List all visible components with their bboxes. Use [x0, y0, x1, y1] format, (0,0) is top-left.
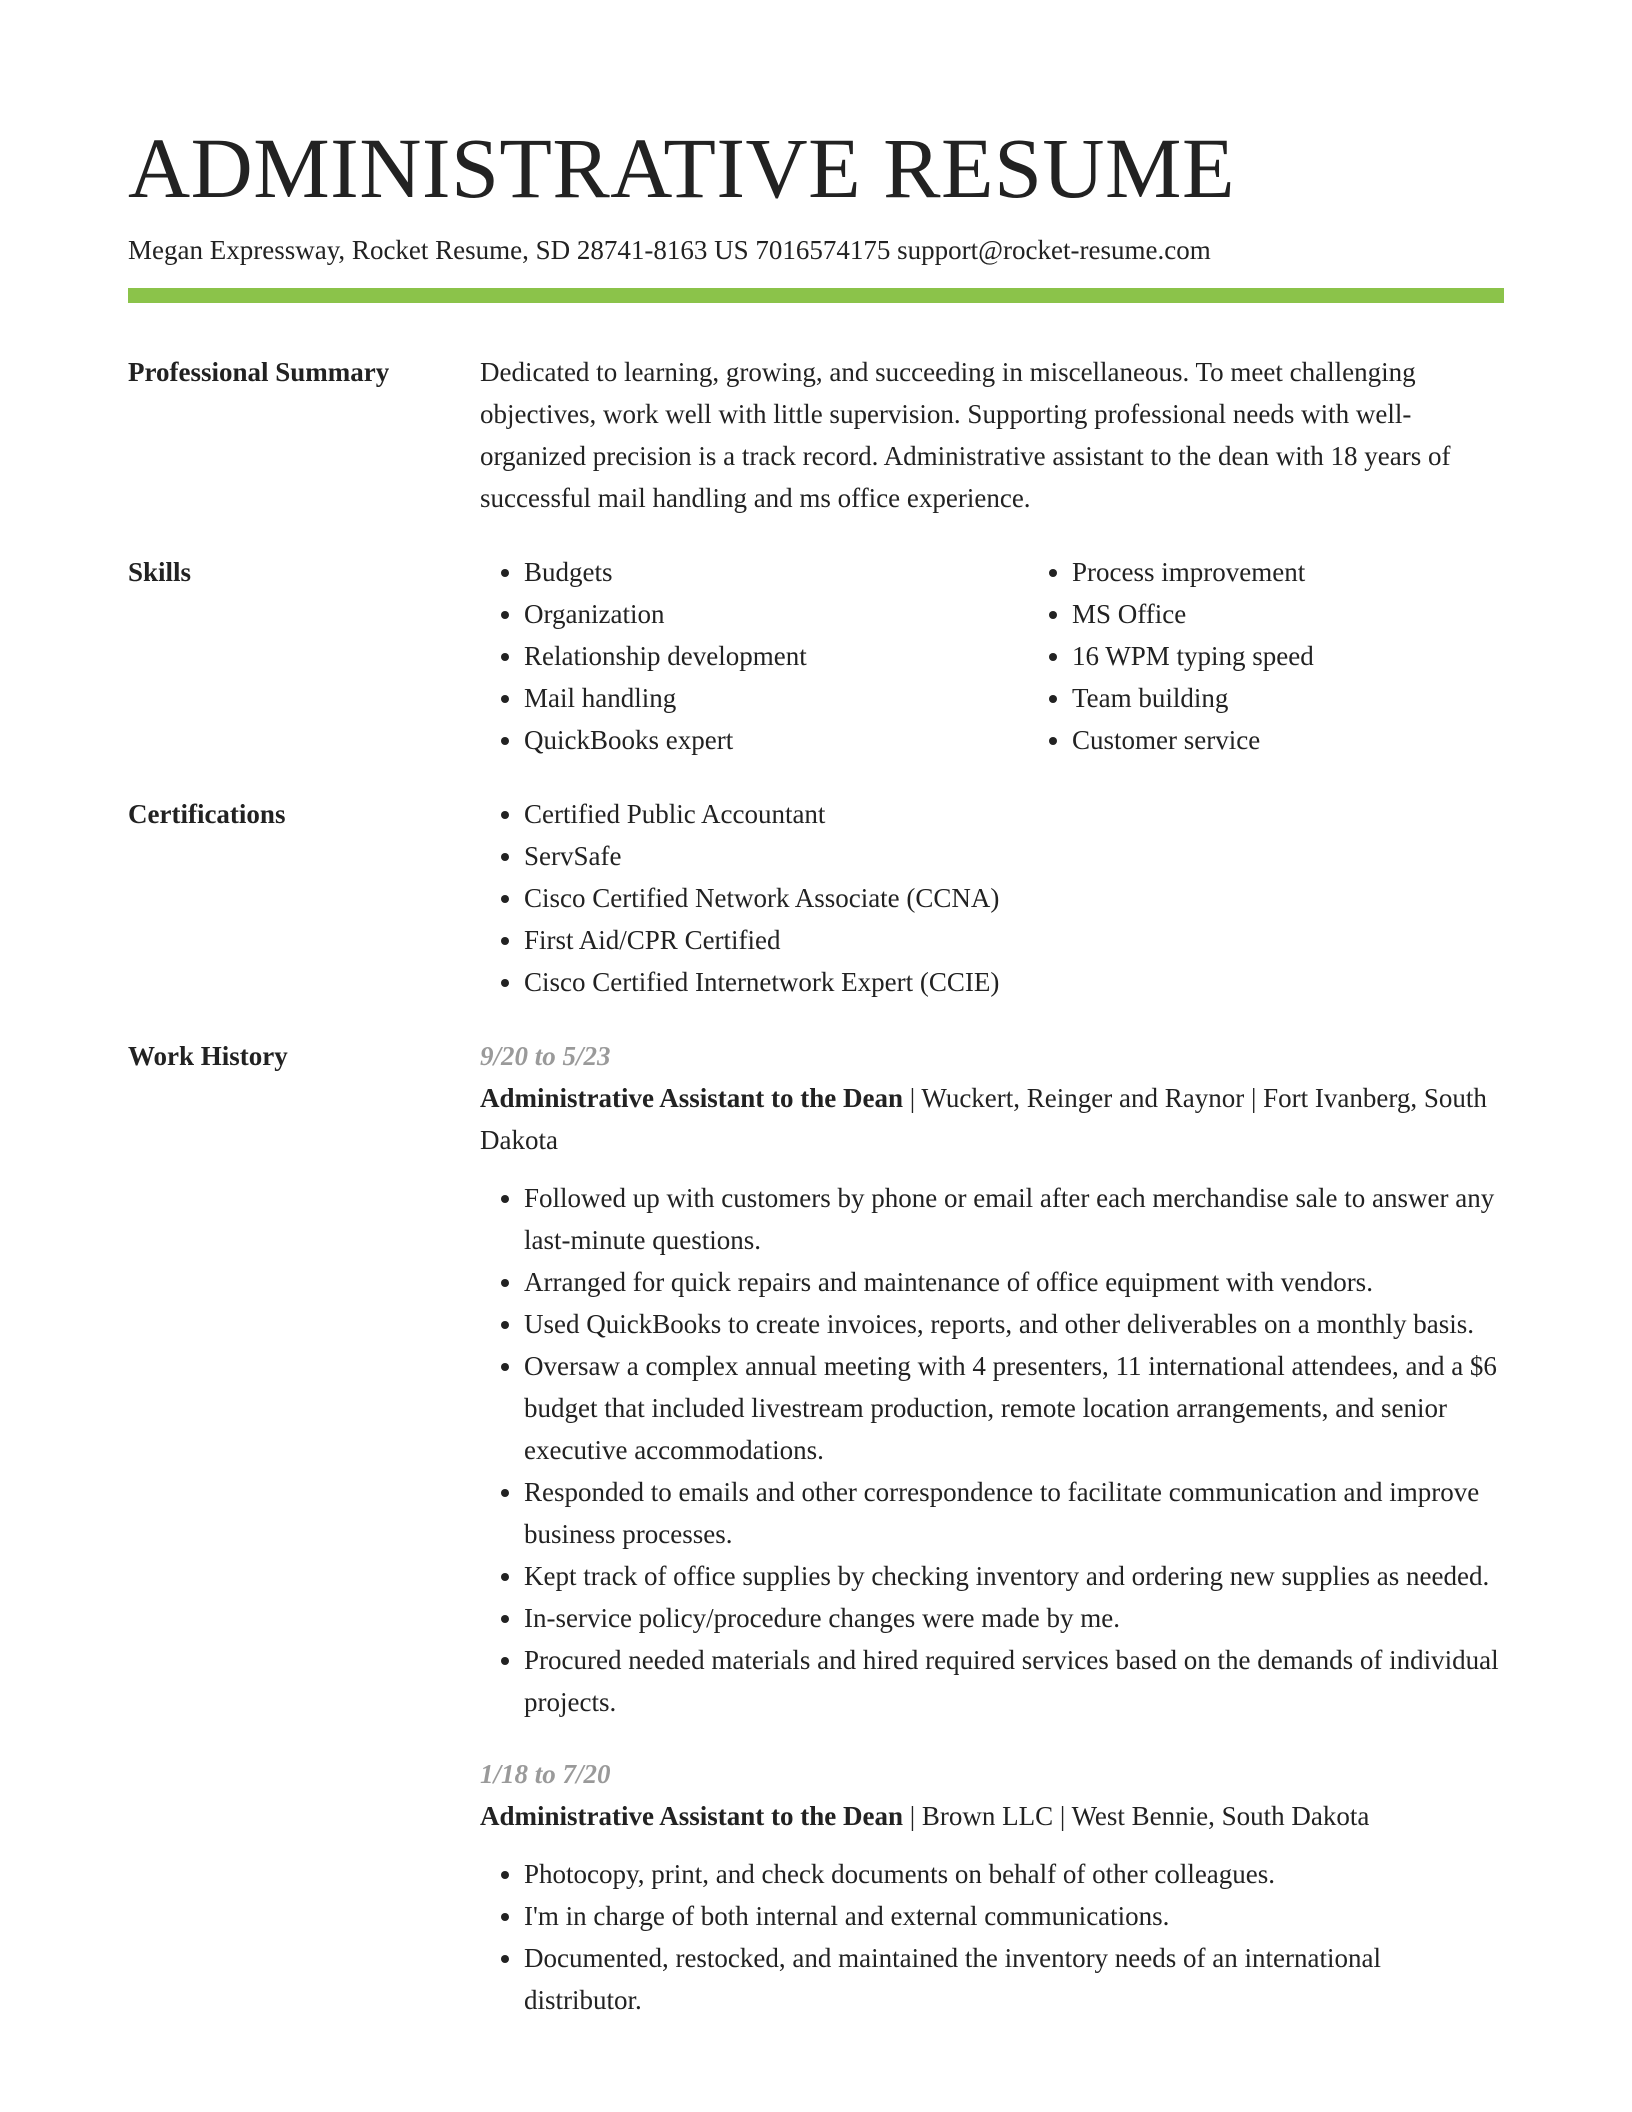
job-duty: • Documented, restocked, and maintained the inventory needs of an international distributor.: [524, 1937, 1504, 2021]
certification-item: • First Aid/CPR Certified: [524, 919, 1504, 961]
skills-list-left: [480, 551, 1028, 761]
resume-title: ADMINISTRATIVE RESUME: [128, 120, 1235, 216]
job-title: Administrative Assistant to the Dean: [480, 1083, 903, 1113]
summary-label: Professional Summary: [128, 357, 390, 387]
job-duty: • Photocopy, print, and check documents on behalf of other colleagues.: [524, 1853, 1504, 1895]
skill-item: • Mail handling: [524, 677, 1028, 719]
job-entry: [480, 1035, 1504, 1723]
work-history-body: [480, 1035, 1504, 2051]
job-duty: • Responded to emails and other correspondence to facilitate communication and improve business processes.: [524, 1471, 1504, 1555]
certifications-label: Certifications: [128, 799, 286, 829]
certification-item: • Cisco Certified Network Associate (CCNA): [524, 877, 1504, 919]
skills-list-right: [1028, 551, 1576, 761]
certifications-body: [480, 793, 1504, 1003]
skills-body: [480, 551, 1576, 761]
skill-item: • QuickBooks expert: [524, 719, 1028, 761]
job-duty: • In-service policy/procedure changes were made by me.: [524, 1597, 1504, 1639]
job-heading: [480, 1077, 1504, 1161]
skills-section: [128, 551, 1504, 761]
skill-item: • Budgets: [524, 551, 1028, 593]
job-duty: • Procured needed materials and hired required services based on the demands of individual projects.: [524, 1639, 1504, 1723]
job-entry: [480, 1753, 1504, 2021]
header-divider: [128, 288, 1504, 303]
certification-item: • ServSafe: [524, 835, 1504, 877]
skill-item: • Process improvement: [1072, 551, 1576, 593]
summary-section: [128, 351, 1504, 519]
skill-item: • Team building: [1072, 677, 1576, 719]
certifications-section: [128, 793, 1504, 1003]
job-duties-list: [480, 1853, 1504, 2021]
job-title: Administrative Assistant to the Dean: [480, 1801, 903, 1831]
job-heading: [480, 1795, 1504, 1837]
job-employer-location: | Brown LLC | West Bennie, South Dakota: [903, 1801, 1370, 1831]
job-duty: • Oversaw a complex annual meeting with 4 presenters, 11 international attendees, and a $6 budget that included livestream production, remote location arrangements, and senior executive accommodations.: [524, 1345, 1504, 1471]
summary-text: Dedicated to learning, growing, and succeeding in miscellaneous. To meet challenging objectives, work well with little supervision. Supporting professional needs with well-organized precision is a track record. Administrative assistant to the dean with 18 years of successful mail handling and ms office experience.: [480, 357, 1451, 513]
skill-item: • Organization: [524, 593, 1028, 635]
job-dates: 1/18 to 7/20: [480, 1759, 611, 1789]
job-duty: • Followed up with customers by phone or email after each merchandise sale to answer any last-minute questions.: [524, 1177, 1504, 1261]
summary-body: [480, 351, 1504, 519]
contact-line: Megan Expressway, Rocket Resume, SD 28741-8163 US 7016574175 support@rocket-resume.com: [128, 235, 1211, 265]
skill-item: • Customer service: [1072, 719, 1576, 761]
job-duty: • I'm in charge of both internal and external communications.: [524, 1895, 1504, 1937]
job-duty: • Used QuickBooks to create invoices, reports, and other deliverables on a monthly basis.: [524, 1303, 1504, 1345]
certifications-list: [480, 793, 1504, 1003]
skills-label: Skills: [128, 557, 192, 587]
work-history-section: [128, 1035, 1504, 2051]
certification-item: • Certified Public Accountant: [524, 793, 1504, 835]
job-duty: • Arranged for quick repairs and maintenance of office equipment with vendors.: [524, 1261, 1504, 1303]
job-duty: • Kept track of office supplies by checking inventory and ordering new supplies as needed.: [524, 1555, 1504, 1597]
skill-item: • 16 WPM typing speed: [1072, 635, 1576, 677]
skill-item: • Relationship development: [524, 635, 1028, 677]
certification-item: • Cisco Certified Internetwork Expert (CCIE): [524, 961, 1504, 1003]
job-duties-list: [480, 1177, 1504, 1723]
skill-item: • MS Office: [1072, 593, 1576, 635]
job-employer-location: | Wuckert, Reinger and Raynor | Fort Ivanberg, South Dakota: [480, 1083, 1487, 1155]
job-dates: 9/20 to 5/23: [480, 1041, 611, 1071]
work-history-label: Work History: [128, 1041, 288, 1071]
